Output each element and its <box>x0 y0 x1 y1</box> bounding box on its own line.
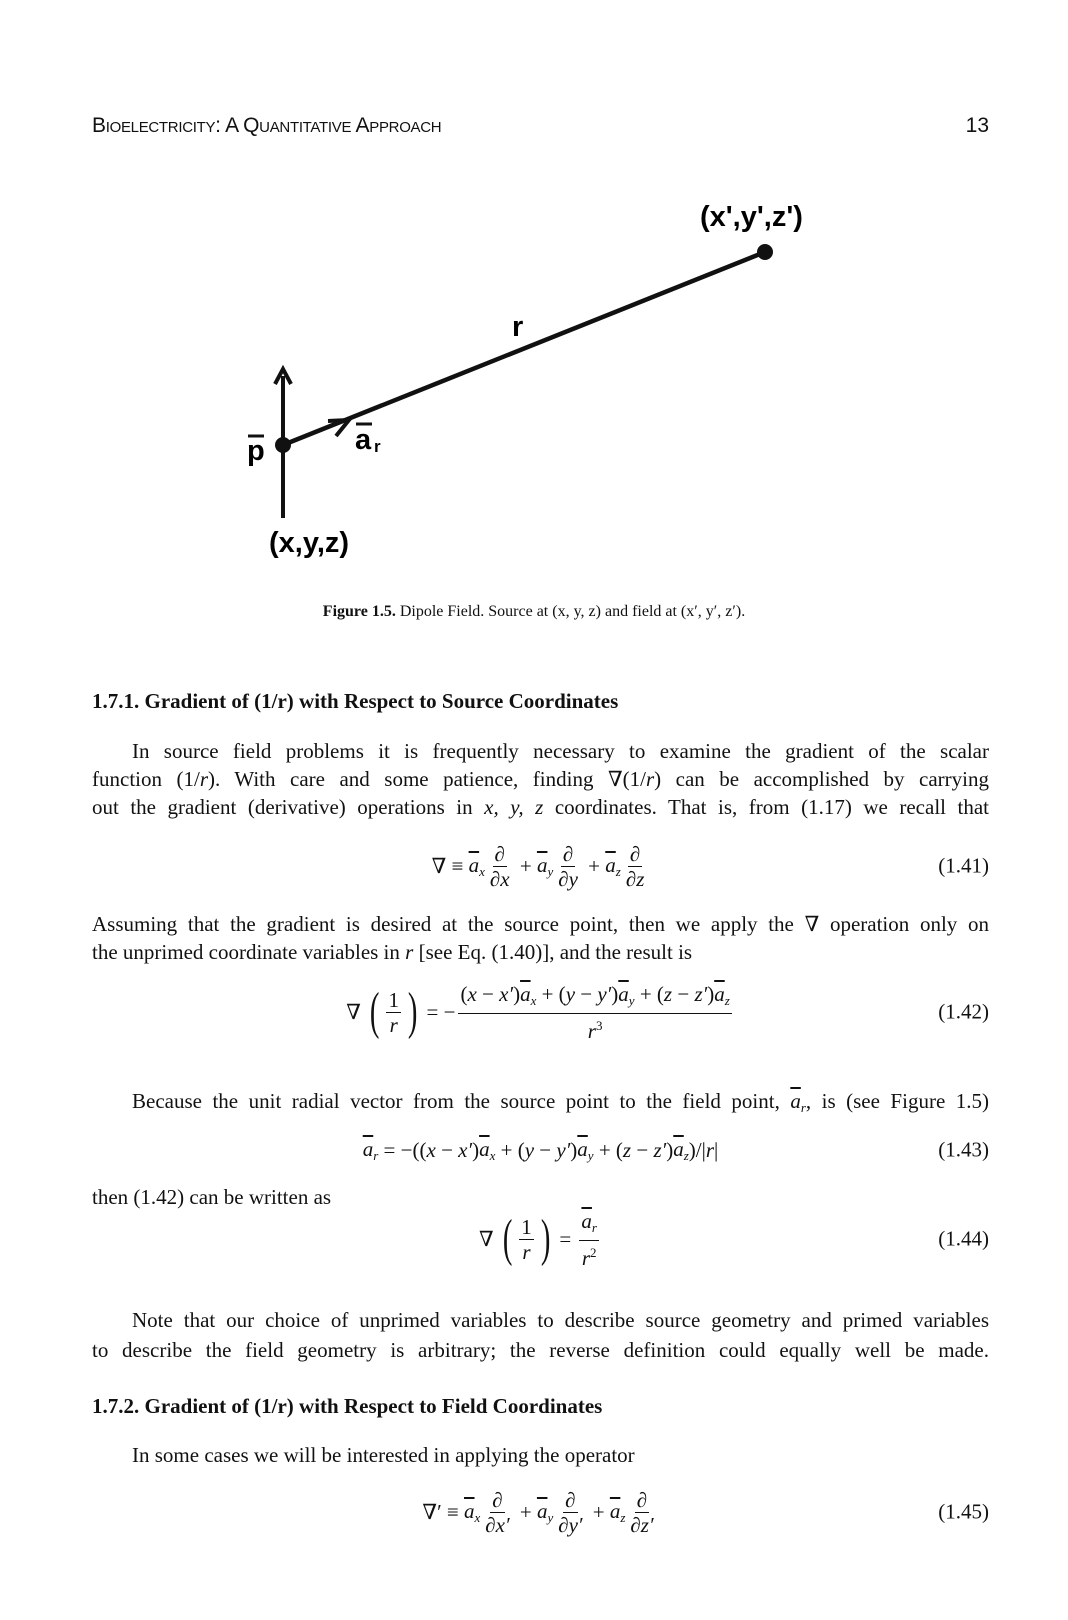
vector-symbol: $\overline{a}$ <box>673 1136 684 1161</box>
vector-symbol: $\overline{a}$ <box>464 1498 475 1523</box>
vector-subscript: x <box>530 992 537 1008</box>
partial-derivative <box>556 842 580 891</box>
text-segment: to describe the field geometry is arbitrary; the reverse definition could equally well be made. <box>92 1338 989 1362</box>
text-segment: + ( <box>495 1137 525 1162</box>
parenthesized-fraction <box>499 1210 554 1267</box>
vector-symbol: $\overline{a}$ <box>479 1136 490 1161</box>
numerator <box>579 1209 599 1241</box>
text-segment: = −(( <box>378 1137 427 1162</box>
text-line <box>92 1337 989 1363</box>
equation-number: (1.44) <box>938 1226 989 1251</box>
fraction <box>519 1215 534 1264</box>
equation-number: (1.42) <box>938 999 989 1024</box>
denominator: ∂z <box>625 866 645 891</box>
source-point-label: (x,y,z) <box>269 527 350 559</box>
vector-subscript: x <box>474 1509 481 1525</box>
superscript: 3 <box>595 1017 603 1033</box>
left-paren: ( <box>370 983 380 1040</box>
equation-row <box>92 836 989 896</box>
superscript: 2 <box>590 1244 597 1260</box>
equation <box>422 1488 658 1537</box>
caption-label: Figure 1.5. <box>322 603 396 620</box>
right-paren: ) <box>540 1210 551 1267</box>
vector-subscript: y <box>628 992 635 1008</box>
field-point-dot <box>757 244 773 260</box>
vector-symbol: $\overline{a}$ <box>605 852 616 877</box>
text-segment: coordinates. That is, from (1.17) we recall that <box>543 795 989 819</box>
text-segment: In source field problems it is frequently necessary to examine the gradient of the scalar <box>132 739 989 763</box>
vector-subscript: x <box>489 1147 496 1163</box>
right-paren: ) <box>407 983 418 1040</box>
text-segment: In some cases we will be interested in applying the operator <box>132 1443 635 1467</box>
equation <box>479 1209 602 1270</box>
text-segment: + <box>587 1499 610 1524</box>
text-segment: + ( <box>634 981 664 1006</box>
equation-row <box>92 982 989 1042</box>
equation-number: (1.43) <box>938 1137 989 1162</box>
text-segment: ). With care and some patience, finding ∇(1/ <box>208 767 646 791</box>
vector-symbol: $\overline{a}$ <box>714 981 725 1006</box>
denominator <box>586 1014 605 1043</box>
unit-vector <box>605 853 621 880</box>
denominator <box>580 1241 599 1270</box>
numerator: 1 <box>521 1214 532 1239</box>
vector-symbol: $\overline{a}$ <box>577 1136 588 1161</box>
text-segment: = <box>554 1226 577 1251</box>
p-label: p <box>247 435 265 467</box>
unit-vector <box>618 982 634 1013</box>
vector-subscript: z <box>620 1509 626 1525</box>
partial-derivative <box>628 1488 655 1537</box>
math-symbol: x, y, z <box>484 795 544 819</box>
source-point-dot <box>275 437 291 453</box>
denominator: r <box>389 1012 398 1037</box>
text-segment: function (1/ <box>92 767 200 791</box>
text-segment: ) <box>570 1137 578 1162</box>
unit-vector <box>469 853 485 880</box>
numerator: ∂ <box>494 841 505 866</box>
vector-subscript: y <box>547 1509 554 1525</box>
math-symbol: r <box>199 767 208 791</box>
vector-subscript: r <box>591 1219 597 1235</box>
text-line <box>132 1307 989 1333</box>
equation <box>346 982 735 1043</box>
math-symbol: r <box>405 940 414 964</box>
text-segment: | <box>714 1137 719 1162</box>
text-segment: ( <box>460 981 468 1006</box>
fraction <box>386 988 401 1037</box>
section-heading-1-7-1: 1.7.1. Gradient of (1/r) with Respect to Source Coordinates <box>92 689 619 713</box>
equation-row <box>92 1209 989 1269</box>
math-symbol: x <box>467 981 477 1006</box>
partial-derivative <box>624 842 647 891</box>
text-line <box>92 794 989 820</box>
unit-vector <box>714 982 730 1013</box>
text-segment: + <box>514 1499 537 1524</box>
denominator: ∂y <box>558 866 578 891</box>
equation-row <box>92 1120 989 1180</box>
math-symbol: y′ <box>556 1137 571 1162</box>
unit-vector <box>537 1499 553 1526</box>
text-line <box>92 1184 989 1210</box>
partial-derivative <box>483 1488 511 1537</box>
vector-symbol: $\overline{a}$ <box>520 981 531 1006</box>
math-symbol: z <box>622 1137 632 1162</box>
text-segment: ) <box>513 981 521 1006</box>
text-segment: ) can be accomplished by carrying <box>654 767 989 791</box>
math-symbol: z <box>663 981 673 1006</box>
dipole-figure <box>0 0 1068 600</box>
text-line <box>92 939 989 965</box>
denominator: ∂y′ <box>558 1512 583 1537</box>
text-segment: + ( <box>536 981 566 1006</box>
vector-symbol: $\overline{a}$ <box>468 852 480 877</box>
text-segment: Because the unit radial vector from the source point to the field point, <box>132 1089 791 1113</box>
equation-number: (1.41) <box>938 853 989 878</box>
unit-vector <box>363 1137 379 1164</box>
denominator: ∂z′ <box>630 1512 654 1537</box>
vector-symbol: $\overline{a}$ <box>618 981 629 1006</box>
vector-subscript: y <box>587 1147 594 1163</box>
unit-vector <box>537 853 553 880</box>
partial-derivative <box>556 1488 584 1537</box>
text-segment: ∇ ≡ <box>431 853 469 878</box>
unit-vector <box>610 1499 626 1526</box>
numerator: ∂ <box>492 1487 503 1512</box>
denominator: ∂x′ <box>485 1512 510 1537</box>
vector-subscript: r <box>800 1100 806 1115</box>
math-symbol: z′ <box>653 1137 667 1162</box>
a-subscript: r <box>374 437 381 456</box>
text-segment: ) <box>472 1137 480 1162</box>
math-symbol: y <box>524 1137 535 1162</box>
r-vector-line <box>283 252 765 445</box>
vector-symbol: $\overline{a}$ <box>536 1498 548 1523</box>
text-line <box>132 738 989 764</box>
text-segment: the unprimed coordinate variables in <box>92 940 406 964</box>
text-segment: − <box>631 1137 654 1162</box>
numerator: 1 <box>388 987 399 1012</box>
text-segment: ∇ <box>346 999 367 1024</box>
numerator: ∂ <box>636 1487 648 1512</box>
equation <box>363 1137 719 1164</box>
a-label: a <box>355 424 372 456</box>
text-segment: + ( <box>593 1137 623 1162</box>
text-segment: − <box>435 1137 459 1162</box>
math-symbol: y <box>565 981 576 1006</box>
text-segment: − <box>476 981 500 1006</box>
text-segment: Note that our choice of unprimed variables to describe source geometry and primed variables <box>132 1308 989 1332</box>
numerator: ∂ <box>562 841 574 866</box>
text-segment: ) <box>666 1137 674 1162</box>
vector-subscript: z <box>683 1147 689 1163</box>
vector-symbol: $\overline{a}$ <box>609 1498 621 1523</box>
vector-symbol: $\overline{a}$ <box>790 1089 801 1113</box>
equation-number: (1.45) <box>938 1499 989 1524</box>
vector-symbol: $\overline{a}$ <box>536 852 548 877</box>
text-segment: + <box>582 853 606 878</box>
section-heading-1-7-2: 1.7.2. Gradient of (1/r) with Respect to Field Coordinates <box>92 1394 603 1418</box>
page-number: 13 <box>965 114 989 137</box>
unit-vector <box>673 1137 689 1164</box>
math-symbol: x <box>426 1137 436 1162</box>
text-line <box>132 1088 989 1121</box>
vector-subscript: y <box>547 863 554 879</box>
text-line <box>132 1442 989 1468</box>
unit-vector <box>479 1137 495 1164</box>
math-symbol: r <box>587 1018 596 1043</box>
caption-text: Dipole Field. Source at (x, y, z) and field at (x′, y′, z′). <box>395 603 746 620</box>
text-segment: [see Eq. (1.40)], and the result is <box>413 940 693 964</box>
vector-subscript: r <box>373 1147 379 1163</box>
text-segment: − <box>672 981 695 1006</box>
text-segment: , is (see Figure 1.5) <box>805 1089 989 1113</box>
vector-subscript: z <box>615 863 621 879</box>
vector-symbol: $\overline{a}$ <box>362 1136 374 1161</box>
unit-vector <box>577 1137 593 1164</box>
numerator: ∂ <box>629 841 641 866</box>
equation <box>432 842 650 891</box>
math-symbol: x′ <box>458 1137 473 1162</box>
denominator: r <box>522 1239 531 1264</box>
text-segment: − <box>534 1137 557 1162</box>
parenthesized-fraction <box>366 983 421 1040</box>
left-paren: ( <box>502 1210 513 1267</box>
numerator <box>458 982 731 1014</box>
fraction <box>458 982 731 1043</box>
equation-row <box>92 1482 989 1542</box>
figure-caption <box>0 603 1068 621</box>
vector-subscript: z <box>724 992 730 1008</box>
math-symbol: r <box>645 767 655 791</box>
text-segment: then (1.42) can be written as <box>92 1185 332 1209</box>
math-symbol: r <box>705 1137 715 1162</box>
text-segment: ∇′ ≡ <box>422 1499 465 1524</box>
denominator: ∂x <box>489 866 510 891</box>
text-segment: ) <box>707 981 715 1006</box>
unit-vector <box>581 1209 597 1240</box>
text-segment: ) <box>611 981 619 1006</box>
unit-vector <box>464 1499 480 1526</box>
text-segment: + <box>514 853 537 878</box>
text-segment: − <box>575 981 598 1006</box>
r-label: r <box>512 311 524 343</box>
partial-derivative <box>488 842 512 891</box>
math-symbol: y′ <box>597 981 612 1006</box>
text-line <box>92 911 989 937</box>
running-title: Bioelectricity: A Quantitative Approach <box>92 114 442 137</box>
math-symbol: z′ <box>694 981 708 1006</box>
vector-symbol: $\overline{a}$ <box>581 1208 592 1233</box>
numerator: ∂ <box>565 1487 576 1512</box>
text-segment: ∇ <box>479 1226 499 1251</box>
fraction <box>579 1209 599 1270</box>
math-symbol: r <box>581 1245 591 1270</box>
text-segment: = − <box>421 999 456 1024</box>
text-segment: )/| <box>688 1137 706 1162</box>
field-point-label: (x',y',z') <box>700 201 803 233</box>
text-segment: out the gradient (derivative) operations in <box>92 795 485 819</box>
unit-vector <box>520 982 536 1013</box>
unit-vector <box>790 1088 806 1121</box>
math-symbol: x′ <box>499 981 514 1006</box>
text-segment: Assuming that the gradient is desired at the source point, then we apply the ∇ operation only on <box>92 912 989 936</box>
text-line <box>92 766 989 792</box>
vector-subscript: x <box>479 863 485 879</box>
